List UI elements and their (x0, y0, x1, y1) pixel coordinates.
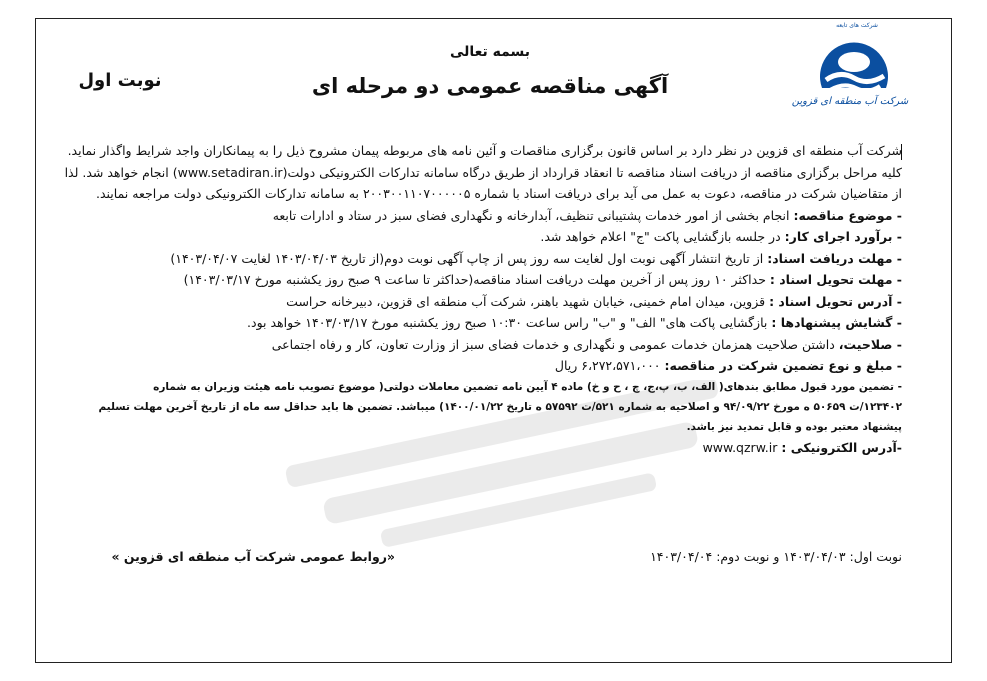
web-label: -آدرس الکترونیکی : (781, 439, 902, 455)
guarantee-detail-3: پیشنهاد معتبر بوده و قابل تمدید نیز باشد. (686, 420, 902, 433)
guarantee-detail-2: ۱۲۳۴۰۲/ت ۵۰۶۵۹ ه مورخ ۹۴/۰۹/۲۲ و اصلاحیه به شماره ۵۲۱/ت ۵۷۵۹۲ ه تاریخ ۱۴۰۰/۰۱/۲۲) میباشد. تضمین ها باید حداقل سه ماه از تاریخ آخرین مهلت تسلیم (98, 400, 902, 413)
delivery-label: - مهلت تحویل اسناد : (769, 272, 902, 287)
logo-org-name: شرکت آب منطقه ای قزوین (791, 96, 909, 107)
intro-line-3: از متقاضیان شرکت در مناقصه، دعوت به عمل می آید برای دریافت اسناد با شماره ۲۰۰۳۰۰۱۱۰۷۰۰۰۰۰۵ به سامانه تدارکات الکترونیکی دولت مراجعه نمایند. (95, 186, 902, 201)
guarantee-label: - مبلغ و نوع تضمین شرکت در مناقصه: (664, 358, 902, 373)
delivery-row (76, 269, 902, 291)
intro-line-2: کلیه مراحل برگزاری مناقصه از دریافت اسناد مناقصه تا انعقاد قرارداد از طریق درگاه سامانه تدارکات الکترونیکی دولت(www.setadiran.ir) انجام خواهد شد. لذا (64, 164, 902, 180)
qualification-row (76, 334, 902, 356)
web-row (76, 437, 902, 459)
subject-value: انجام بخشی از امور خدمات پشتیبانی تنظیف، آبدارخانه و نگهداری فضای سبز در ستاد و ادارات تابعه (272, 207, 794, 223)
publication-dates: نوبت اول: ۱۴۰۳/۰۴/۰۳ و نوبت دوم: ۱۴۰۳/۰۴/۰۴ (650, 549, 902, 564)
notice-title: آگهی مناقصه عمومی دو مرحله ای (311, 74, 669, 98)
subject-row (76, 205, 902, 227)
subject-label: - موضوع مناقصه: (793, 207, 902, 223)
guarantee-value: ۶،۲۷۲،۵۷۱،۰۰۰ ریال (554, 358, 665, 373)
logo-caption: شرکت های تابعه (836, 22, 878, 29)
address-row (76, 291, 902, 313)
qualification-value: داشتن صلاحیت همزمان خدمات عمومی و نگهداری و خدمات فضای سبز از وزارت تعاون، کار و رفاه اجتماعی (271, 336, 839, 352)
web-link[interactable]: www.qzrw.ir (702, 439, 782, 455)
address-label: - آدرس تحویل اسناد : (769, 293, 902, 309)
estimate-value: در جلسه بازگشایی پاکت "ج" اعلام خواهد شد. (540, 229, 785, 244)
guarantee-row (76, 355, 902, 377)
opening-label: - گشایش پیشنهادها : (771, 315, 902, 330)
public-relations-signature: «روابط عمومی شرکت آب منطقه ای قزوین » (111, 549, 395, 564)
opening-row (76, 312, 902, 334)
guarantee-detail-1: - تضمین مورد قبول مطابق بندهای( الف، ب، پ،ج، چ ، ح و خ) ماده ۴ آیین نامه تضمین معاملات دولتی( موضوع تصویب نامه هیئت وزیران به شماره (153, 380, 902, 393)
qualification-label: - صلاحیت، (838, 336, 902, 352)
intro-line-1: شرکت آب منطقه ای قزوین در نظر دارد بر اساس قانون برگزاری مناقصات و آئین نامه های مربوطه پیمان مشروح ذیل را به پیمانکاران واجد شرایط واگذار نماید. (67, 143, 902, 158)
bismillah: بسمه تعالی (449, 44, 531, 60)
estimate-label: - برآورد اجرای کار: (784, 229, 902, 244)
receive-row (76, 248, 902, 270)
receive-value: از تاریخ انتشار آگهی نوبت اول لغایت سه روز پس از چاپ آگهی نوبت دوم(از تاریخ ۱۴۰۳/۰۴/۰۳ لغایت ۱۴۰۳/۰۴/۰۷) (170, 250, 768, 266)
estimate-row (76, 226, 902, 248)
address-value: قزوین، میدان امام خمینی، خیابان شهید باهنر، شرکت آب منطقه ای قزوین، دبیرخانه حراست (286, 293, 770, 309)
round-label: نوبت اول (78, 70, 162, 91)
notice-body (64, 140, 902, 458)
receive-label: - مهلت دریافت اسناد: (767, 250, 902, 266)
opening-value: بازگشایی پاکت های" الف" و "ب" راس ساعت ۱۰:۳۰ صبح روز یکشنبه مورخ ۱۴۰۳/۰۳/۱۷ خواهد بود. (247, 315, 772, 330)
delivery-value: حداکثر ۱۰ روز پس از آخرین مهلت دریافت اسناد مناقصه(حداکثر تا ساعت ۹ صبح روز یکشنبه مورخ ۱۴۰۳/۰۳/۱۷) (183, 272, 770, 287)
